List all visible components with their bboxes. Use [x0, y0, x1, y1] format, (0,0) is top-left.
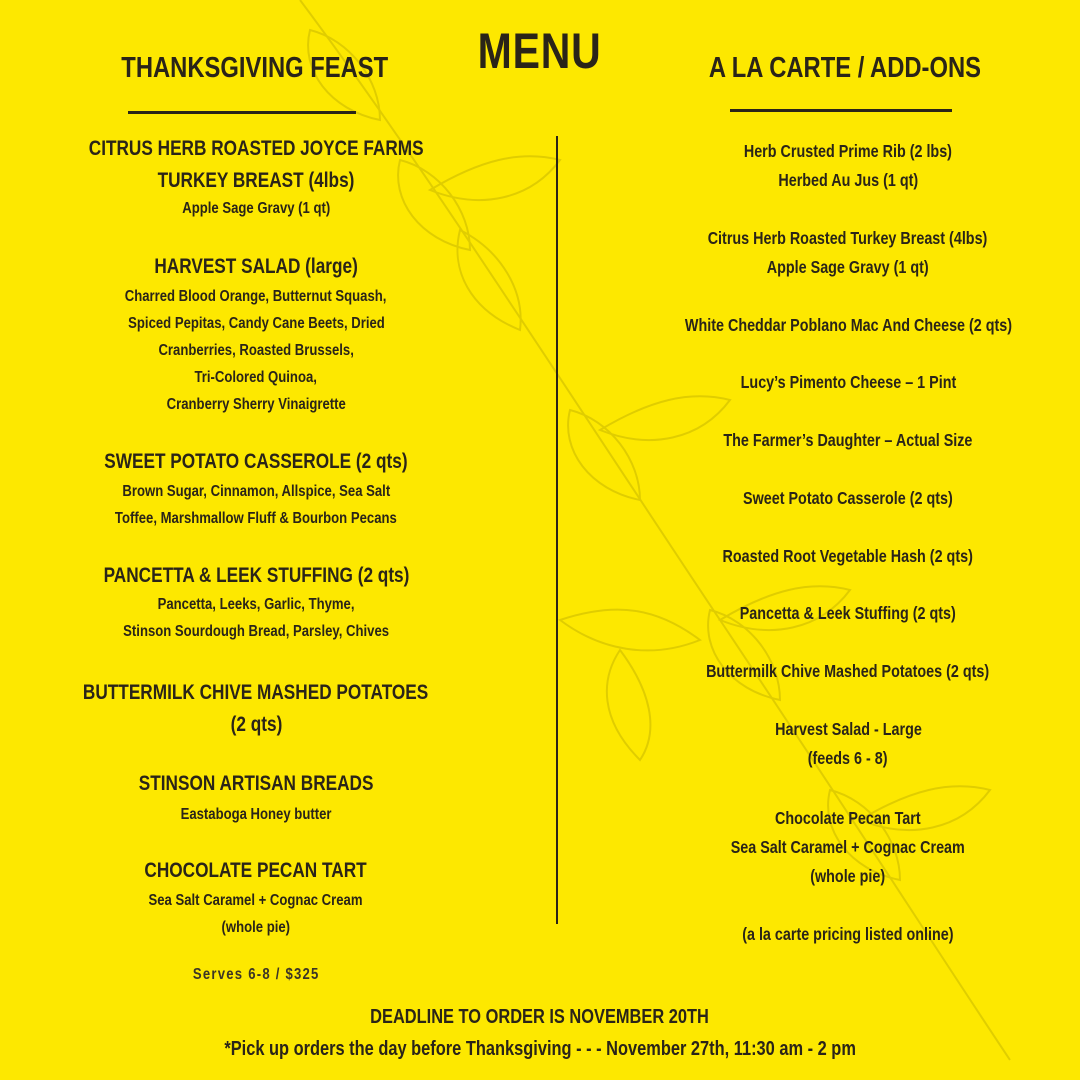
add-on-item: Apple Sage Gravy (1 qt) — [767, 257, 929, 277]
add-on-item: The Farmer’s Daughter – Actual Size — [723, 430, 973, 450]
menu-item-description: Cranberry Sherry Vinaigrette — [166, 396, 346, 413]
add-on-item: Harvest Salad - Large — [774, 719, 922, 739]
menu-item-description: Toffee, Marshmallow Fluff & Bourbon Pecans — [115, 510, 397, 527]
menu-item-title: (2 qts) — [230, 713, 282, 736]
thanksgiving-feast-heading: THANKSGIVING FEAST — [121, 52, 389, 84]
add-on-item: White Cheddar Poblano Mac And Cheese (2 qts) — [684, 315, 1012, 335]
menu-item-description: Pancetta, Leeks, Garlic, Thyme, — [157, 596, 355, 613]
menu-item-title: STINSON ARTISAN BREADS — [138, 772, 374, 795]
add-on-item: Herb Crusted Prime Rib (2 lbs) — [743, 141, 953, 161]
right-heading-rule — [730, 109, 952, 112]
menu-item-description: (whole pie) — [221, 919, 291, 936]
menu-item-title: CHOCOLATE PECAN TART — [144, 859, 368, 882]
add-on-item: Lucy’s Pimento Cheese – 1 Pint — [740, 372, 956, 392]
add-on-item: Chocolate Pecan Tart — [775, 808, 921, 828]
menu-item-title: CITRUS HERB ROASTED JOYCE FARMS — [88, 137, 424, 160]
menu-item-description: Sea Salt Caramel + Cognac Cream — [148, 892, 364, 909]
menu-item-description: Charred Blood Orange, Butternut Squash, — [125, 288, 387, 305]
a-la-carte-heading: A LA CARTE / ADD-ONS — [708, 52, 982, 84]
add-on-item: Sweet Potato Casserole (2 qts) — [743, 488, 953, 508]
order-deadline: DEADLINE TO ORDER IS NOVEMBER 20TH — [370, 1006, 710, 1028]
menu-item-description: Stinson Sourdough Bread, Parsley, Chives — [123, 623, 389, 640]
add-on-item: Citrus Herb Roasted Turkey Breast (4lbs) — [708, 228, 988, 248]
page-title: MENU — [478, 23, 602, 79]
menu-item-description: Eastaboga Honey butter — [180, 806, 332, 823]
menu-item-title: TURKEY BREAST (4lbs) — [157, 169, 355, 192]
add-on-item: Pancetta & Leek Stuffing (2 qts) — [739, 603, 957, 623]
add-on-item: Buttermilk Chive Mashed Potatoes (2 qts) — [706, 661, 990, 681]
menu-item-title: SWEET POTATO CASSEROLE (2 qts) — [104, 450, 408, 473]
add-on-item: Roasted Root Vegetable Hash (2 qts) — [722, 546, 974, 566]
menu-item-description: Brown Sugar, Cinnamon, Allspice, Sea Salt — [122, 483, 390, 500]
menu-item-description: Cranberries, Roasted Brussels, — [158, 342, 354, 359]
pickup-info: *Pick up orders the day before Thanksgiving - - - November 27th, 11:30 am - 2 pm — [224, 1038, 856, 1060]
add-on-item: (feeds 6 - 8) — [808, 748, 888, 768]
add-on-item: Herbed Au Jus (1 qt) — [778, 170, 918, 190]
add-on-item: (whole pie) — [810, 866, 886, 886]
left-heading-rule — [128, 111, 356, 114]
menu-item-description: Apple Sage Gravy (1 qt) — [181, 200, 331, 217]
menu-item-title: HARVEST SALAD (large) — [154, 255, 358, 278]
column-divider — [556, 136, 558, 924]
menu-item-title: PANCETTA & LEEK STUFFING (2 qts) — [103, 564, 409, 587]
menu-item-description: Tri-Colored Quinoa, — [194, 369, 318, 386]
add-on-item: (a la carte pricing listed online) — [742, 924, 954, 944]
serves-and-price: Serves 6-8 / $325 — [192, 966, 320, 983]
menu-item-description: Spiced Pepitas, Candy Cane Beets, Dried — [127, 315, 385, 332]
add-on-item: Sea Salt Caramel + Cognac Cream — [730, 837, 966, 857]
menu-item-title: BUTTERMILK CHIVE MASHED POTATOES — [83, 681, 429, 704]
